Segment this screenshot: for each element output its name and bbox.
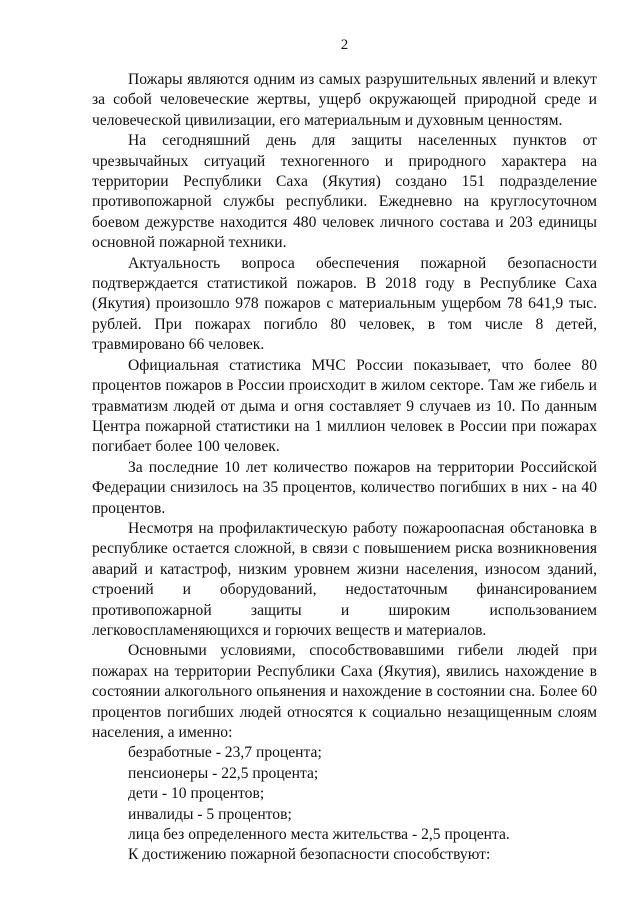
paragraph-ten-year-trend: За последние 10 лет количество пожаров на территории Российской Федерации снизилось на 35 процентов, количество погибших в них - на 40 процентов. <box>92 458 597 517</box>
list-item: дети - 10 процентов; <box>128 785 265 803</box>
list-item: инвалиды - 5 процентов; <box>128 805 292 823</box>
list-item: пенсионеры - 22,5 процента; <box>128 764 319 782</box>
paragraph-conditions: Основными условиями, способствовавшими гибели людей при пожарах на территории Республики Саха (Якутия), явились нахождение в состоянии алкогольного опьянения и нахождение в состоянии сна. Более 60 процентов погибших людей относятся к социально незащищенным слоям населения, а именно: <box>92 642 597 741</box>
paragraph-mchs-statistics: Официальная статистика МЧС России показывает, что более 80 процентов пожаров в России происходит в жилом секторе. Там же гибель и травматизм людей от дыма и огня составляет 9 случаев из 10. По данным Центра пожарной статистики на 1 миллион человек в России при пожарах погибает более 100 человек. <box>92 356 597 456</box>
closing-line: К достижению пожарной безопасности способствуют: <box>128 846 491 864</box>
page-number: 2 <box>340 37 349 53</box>
paragraph-intro: Пожары являются одним из самых разрушительных явлений и влекут за собой человеческие жертвы, ущерб окружающей природной среде и человеческой цивилизации, его материальным и духовным ценностям. <box>92 71 597 129</box>
list-item: безработные - 23,7 процента; <box>128 744 322 762</box>
paragraph-relevance: Актуальность вопроса обеспечения пожарной безопасности подтверждается статистикой пожаров. В 2018 году в Республике Саха (Якутия) произошло 978 пожаров с материальным ущербом 78 641,9 тыс. рублей. При пожарах погибло 80 человек, в том числе 8 детей, травмировано 66 человек. <box>92 254 597 354</box>
victims-list <box>92 743 597 845</box>
paragraph-fire-service: На сегодняшний день для защиты населенных пунктов от чрезвычайных ситуаций техногенного и природного характера на территории Республики Саха (Якутия) создано 151 подразделение противопожарной службы республики. Ежедневно на круглосуточном боевом дежурстве находится 480 человек личного состава и 203 единицы основной пожарной техники. <box>92 132 597 252</box>
paragraph-situation: Несмотря на профилактическую работу пожароопасная обстановка в республике остается сложной, в связи с повышением риска возникновения аварий и катастроф, низким уровнем жизни населения, износом зданий, строений и оборудований, недостаточным финансированием противопожарной защиты и широким использованием легковоспламеняющихся и горючих веществ и материалов. <box>92 519 597 639</box>
document-page <box>92 36 597 866</box>
list-item: лица без определенного места жительства - 2,5 процента. <box>128 826 510 844</box>
